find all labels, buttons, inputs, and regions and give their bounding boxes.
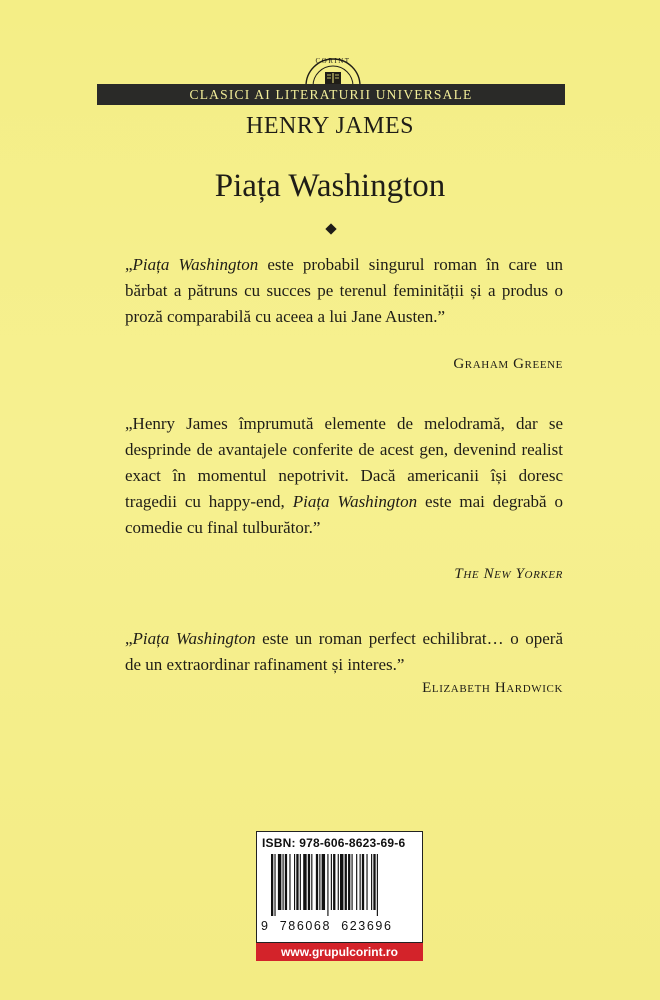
- quote-3: „Piața Washington este un roman perfect echilibrat… o operă de un extraordinar rafinament și interes.”: [125, 629, 564, 674]
- barcode-bars: [271, 854, 409, 916]
- barcode-bar: [322, 854, 325, 910]
- quote-2-title: Piața Washington: [292, 492, 418, 511]
- barcode-bar: [371, 854, 372, 910]
- isbn-label: ISBN: 978-606-8623-69-6: [262, 836, 406, 850]
- series-label: CLASICI AI LITERATURII UNIVERSALE: [189, 86, 473, 102]
- barcode-bar: [283, 854, 284, 910]
- barcode-bar: [296, 854, 298, 910]
- quote-2: [125, 411, 563, 541]
- barcode-bar: [333, 854, 335, 910]
- isbn-barcode: [256, 831, 423, 943]
- barcode-bar: [308, 854, 310, 910]
- barcode-bar: [362, 854, 364, 910]
- logo-text: CORINT: [315, 57, 351, 65]
- corint-logo-icon: [300, 48, 366, 88]
- barcode-bar: [294, 854, 295, 910]
- barcode-bar: [271, 854, 273, 916]
- barcode-bar: [311, 854, 312, 910]
- barcode-bar: [289, 854, 290, 910]
- barcode-bar: [319, 854, 320, 910]
- quote-1-text: este probabil singurul roman în care un bărbat a pătruns cu succes pe terenul feminității și a produs o proză comparabilă cu aceea a lui Jane Austen.”: [125, 255, 563, 326]
- barcode-digits: 9 786068 623696: [261, 919, 393, 933]
- quote-3-text: este un roman perfect echilibrat… o operă de un extraordinar rafinament și interes.”: [125, 629, 564, 674]
- quote-2-text-b: este mai degrabă o comedie cu final tulburător.”: [125, 492, 564, 537]
- series-banner: [97, 84, 565, 105]
- barcode-bar: [377, 854, 378, 916]
- barcode-bar: [348, 854, 350, 910]
- barcode-bar: [366, 854, 367, 910]
- barcode-bar: [352, 854, 353, 910]
- barcode-bar: [274, 854, 275, 916]
- book-title: Piața Washington: [214, 168, 446, 204]
- publisher-website[interactable]: www.grupulcorint.ro: [256, 943, 423, 961]
- quote-3-title: Piața Washington: [132, 629, 256, 648]
- barcode-bar: [345, 854, 347, 910]
- quote-1: „Piața Washington este probabil singurul roman în care un bărbat a pătruns cu succes pe terenul feminității și a produs o proză comparabilă cu aceea a lui Jane Austen.”: [125, 255, 563, 326]
- barcode-bar: [331, 854, 332, 910]
- quote-3-attribution: Elizabeth Hardwick: [422, 680, 563, 696]
- book-author: HENRY JAMES: [246, 113, 414, 139]
- quote-2-attribution: The New Yorker: [454, 566, 563, 582]
- barcode-bar: [300, 854, 301, 910]
- quote-2-text-a: „Henry James împrumută elemente de melodramă, dar se desprinde de avantajele conferite de acest gen, devenind realist exact în momentul nepotrivit. Dacă americanii își doresc tragedii cu happy-end,: [125, 414, 563, 511]
- barcode-bar: [303, 854, 306, 910]
- barcode-bar: [316, 854, 318, 910]
- barcode-bar: [360, 854, 361, 910]
- barcode-bar: [285, 854, 287, 910]
- barcode-bar: [327, 854, 328, 916]
- barcode-bar: [356, 854, 357, 910]
- barcode-bar: [338, 854, 339, 910]
- barcode-bar: [278, 854, 281, 910]
- barcode-bar: [373, 854, 375, 910]
- barcode-bar: [340, 854, 343, 910]
- quote-1-title: Piața Washington: [132, 255, 259, 274]
- quote-1-attribution: Graham Greene: [453, 356, 563, 372]
- diamond-ornament-icon: [325, 223, 336, 234]
